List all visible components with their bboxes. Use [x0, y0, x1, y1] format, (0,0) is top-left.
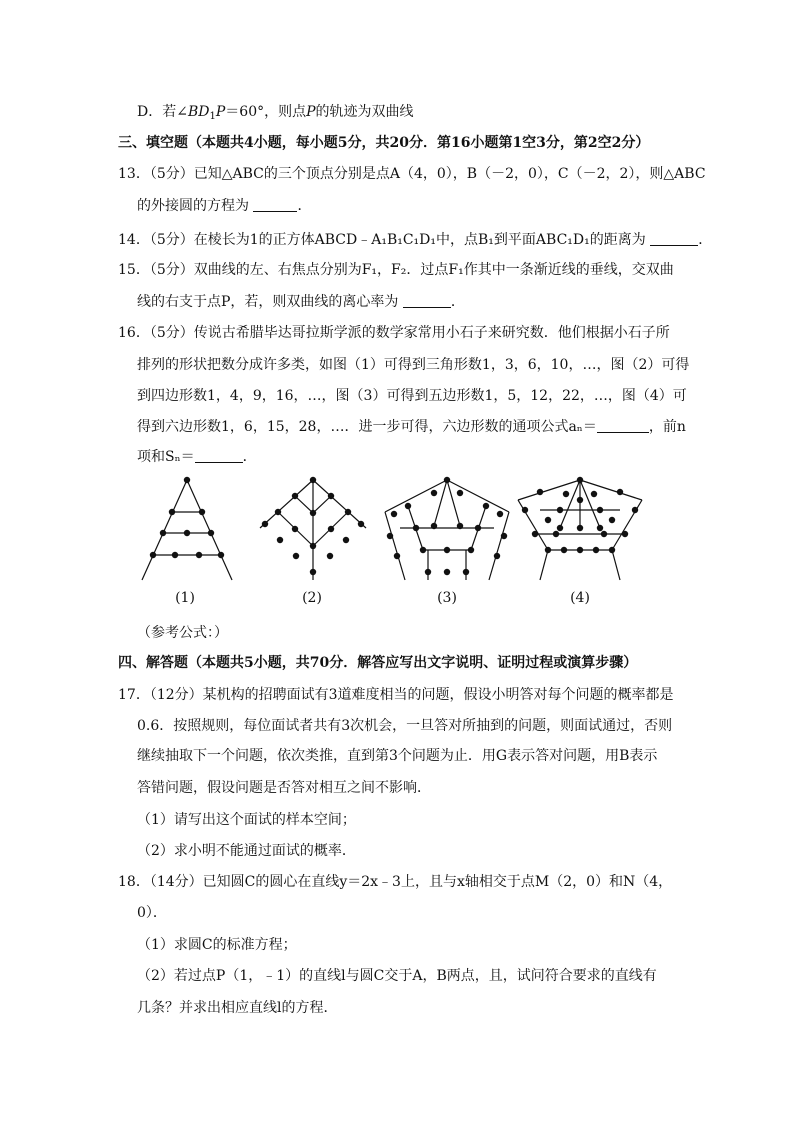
- q16-line2: 排列的形状把数分成许多类，如图（1）可得到三角形数1，3，6，10，…，图（2）可得: [137, 357, 690, 373]
- q18-part2-line1: （2）若过点P（1，﹣1）的直线l与圆C交于A，B两点，且，试问符合要求的直线有: [137, 968, 657, 984]
- answer-blank: [650, 231, 698, 246]
- q15-line2: 线的右支于点P，若，则双曲线的离心率为 ．: [137, 294, 465, 310]
- q13-line1: 13．（5分）已知△ABC的三个顶点分别是点A（4，0），B（－2，0），C（－2，2），则△ABC: [118, 166, 706, 182]
- reference-formula: （参考公式：）: [137, 625, 228, 641]
- figure-caption-4: (4): [570, 590, 590, 606]
- section-4-heading: 四、解答题（本题共5小题，共70分．解答应写出文字说明、证明过程或演算步骤）: [118, 655, 638, 671]
- q13-line2: 的外接圆的方程为 ．: [137, 198, 312, 214]
- polygonal-number-figures: [130, 468, 650, 588]
- figure-3-pentagon: [385, 480, 509, 580]
- q16-line4: 得到六边形数1，6，15，28，…．进一步可得，六边形数的通项公式aₙ＝ ，前n: [137, 419, 686, 435]
- q17-part1: （1）请写出这个面试的样本空间；: [137, 812, 356, 828]
- q18-part2-line2: 几条？并求出相应直线l的方程．: [137, 1000, 338, 1016]
- q17-line2: 0.6．按照规则，每位面试者共有3次机会，一旦答对所抽到的问题，则面试通过，否则: [137, 718, 673, 734]
- q17-line1: 17．（12分）某机构的招聘面试有3道难度相当的问题，假设小明答对每个问题的概率都是: [118, 687, 674, 703]
- q16-line3: 到四边形数1，4，9，16，…，图（3）可得到五边形数1，5，12，22，…，图（4）可: [137, 388, 687, 404]
- q15-line1: 15．（5分）双曲线的左、右焦点分别为F₁，F₂．过点F₁作其中一条渐近线的垂线，交双曲: [118, 262, 674, 278]
- figure-caption-1: (1): [175, 590, 195, 606]
- answer-blank: [597, 418, 649, 433]
- q18-line2: 0）．: [137, 905, 167, 921]
- q16-line5: 项和Sₙ＝ ．: [137, 449, 257, 465]
- answer-blank: [403, 293, 451, 308]
- q17-line3: 继续抽取下一个问题，依次类推，直到第3个问题为止．用G表示答对问题，用B表示: [137, 748, 658, 764]
- q18-part1: （1）求圆C的标准方程；: [137, 937, 297, 953]
- answer-blank: [195, 448, 243, 463]
- q18-line1: 18．（14分）已知圆C的圆心在直线y＝2x﹣3上，且与x轴相交于点M（2，0）和N（4，: [118, 874, 673, 890]
- q16-line1: 16．（5分）传说古希腊毕达哥拉斯学派的数学家常用小石子来研究数．他们根据小石子所: [118, 325, 670, 341]
- section-3-heading: 三、填空题（本题共4小题，每小题5分，共20分．第16小题第1空3分，第2空2分）: [118, 135, 650, 151]
- answer-blank: [253, 197, 297, 212]
- q17-part2: （2）求小明不能通过面试的概率．: [137, 843, 356, 859]
- q14: 14．（5分）在棱长为1的正方体ABCD﹣A₁B₁C₁D₁中，点B₁到平面ABC₁D₁的距离为 ．: [118, 232, 713, 248]
- option-d: D．若$\angle BD_1P=60^\circ$，则点P的轨迹为双曲线: [137, 104, 414, 122]
- figure-2-square: [260, 480, 366, 580]
- q17-line4: 答错问题，假设问题是否答对相互之间不影响．: [137, 780, 431, 796]
- figure-caption-2: (2): [302, 590, 322, 606]
- figure-caption-3: (3): [437, 590, 457, 606]
